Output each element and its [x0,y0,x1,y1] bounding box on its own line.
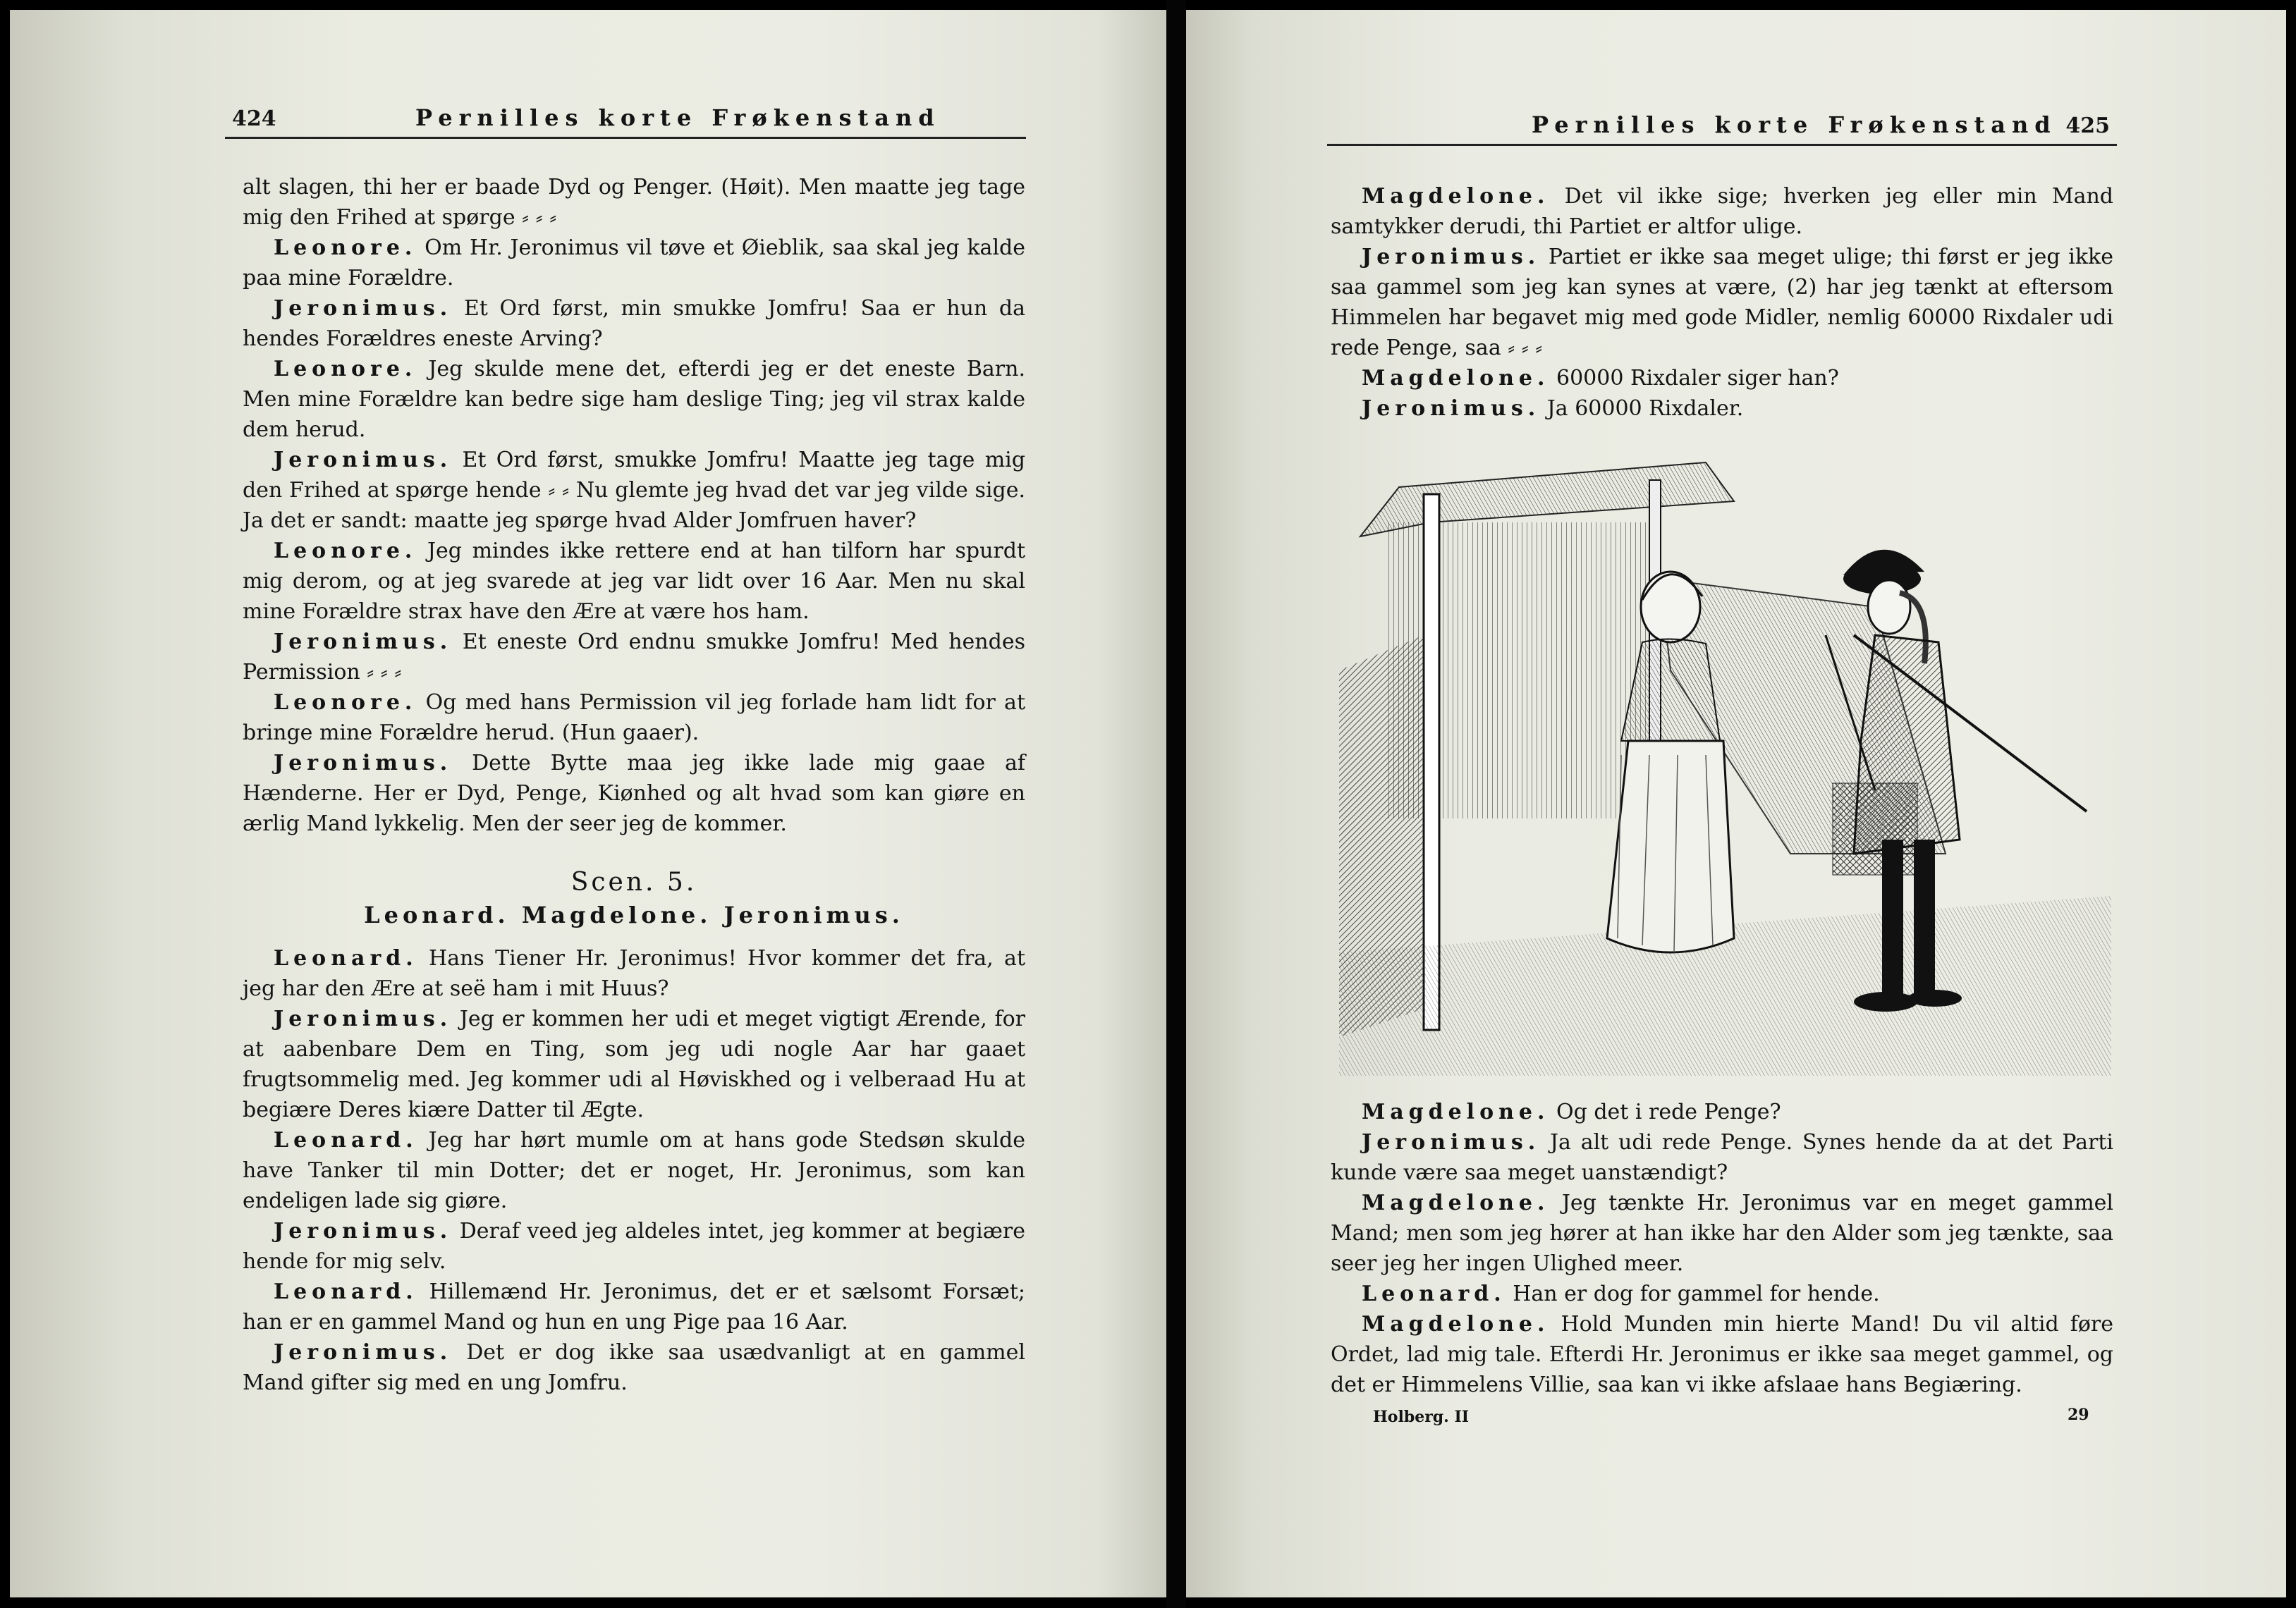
scene-cast: Leonard. Magdelone. Jeronimus. [364,902,904,928]
speaker-name: Magdelone. [1362,366,1550,391]
left-page [10,10,1166,1597]
dialogue-paragraph [1331,1127,2113,1188]
dialogue-paragraph [243,1004,1025,1125]
speaker-name: Leonore. [274,235,417,260]
speech-text: Deraf veed jeg aldeles intet, jeg kommer at begiære hende for mig selv. [243,1219,1025,1274]
speech-text: Han er dog for gammel for hende. [1513,1282,1880,1306]
speaker-name: Leonore. [274,690,417,715]
dialogue-paragraph [243,293,1025,354]
dialogue-paragraph [1331,1309,2113,1400]
dialogue-paragraph [243,687,1025,748]
speaker-name: Jeronimus. [1362,396,1541,421]
speech-text: Et Ord først, min smukke Jomfru! Saa er hun da hendes Forældres eneste Arving? [243,296,1025,351]
speech-text: Om Hr. Jeronimus vil tøve et Øieblik, saa skal jeg kalde paa mine Forældre. [243,235,1025,290]
speaker-name: Leonore. [274,357,417,381]
dialogue-paragraph [243,1216,1025,1277]
dialogue-paragraph [1331,1279,2113,1309]
speech-text: Jeg mindes ikke rettere end at han tilforn har spurdt mig derom, og at jeg svarede at jeg var lidt over 16 Aar. Men nu skal mine Forældre strax have den Ære at være hos ham. [243,539,1025,624]
engraving-illustration [1339,459,2111,1076]
woman-and-old-man-engraving-icon [1339,459,2111,1076]
speech-text: Et eneste Ord endnu smukke Jomfru! Med hendes Permission ⸗ ⸗ ⸗ [243,630,1025,685]
speech-text: Jeg er kommen her udi et meget vigtigt Ærende, for at aabenbare Dem en Ting, som jeg udi nogle Aar har gaaet frugtsommelig med. Jeg kommer udi al Høviskhed og i velberaad Hu at begiære Deres kiære Datter til Ægte. [243,1007,1025,1122]
dialogue-paragraph [1331,181,2113,242]
speaker-name: Leonore. [274,539,417,563]
right-dialogue-before [1331,181,2113,424]
speech-text: Dette Bytte maa jeg ikke lade mig gaae af Hænderne. Her er Dyd, Penge, Kiønhed og alt hvad som kan giøre en ærlig Mand lykkelig. Men der seer jeg de kommer. [243,751,1025,836]
dialogue-paragraph [1331,1097,2113,1127]
speaker-name: Magdelone. [1362,1312,1550,1337]
speaker-name: Leonard. [274,1128,418,1153]
dialogue-paragraph [243,1337,1025,1398]
speech-text: Hillemænd Hr. Jeronimus, det er et sælsomt Forsæt; han er en gammel Mand og hun en ung Pige paa 16 Aar. [243,1279,1025,1334]
left-body [243,172,1025,1398]
speaker-name: Jeronimus. [274,1340,453,1365]
speech-text: Hold Munden min hierte Mand! Du vil altid føre Ordet, lad mig tale. Efterdi Hr. Jeronimus er ikke saa meget gammel, og det er Himmelens Villie, saa kan vi ikke afslaae hans Begiæring. [1331,1312,2113,1397]
right-page-number: 425 [2065,113,2110,138]
speech-text: Ja alt udi rede Penge. Synes hende da at det Parti kunde være saa meget uanstændigt? [1331,1130,2113,1185]
speaker-name: Jeronimus. [274,448,453,472]
dialogue-paragraph [1331,393,2113,424]
speech-text: Jeg tænkte Hr. Jeronimus var en meget gammel Mand; men som jeg hører at han ikke har den Alder som jeg tænkte, saa seer jeg her ingen Ulighed meer. [1331,1191,2113,1276]
dialogue-paragraph [243,943,1025,1004]
dialogue-paragraph [1331,363,2113,393]
speech-text: 60000 Rixdaler siger han? [1556,366,1839,391]
speaker-name: Jeronimus. [274,630,453,654]
right-running-header [1327,102,2117,146]
speaker-name: Jeronimus. [1362,1130,1541,1155]
speaker-name: Jeronimus. [274,296,453,321]
right-running-title: Pernilles korte Frøkenstand [1532,111,2057,138]
right-body-bottom [1331,1097,2113,1400]
speaker-name: Jeronimus. [1362,245,1541,269]
speaker-name: Jeronimus. [274,751,453,775]
speaker-name: Jeronimus. [274,1219,453,1244]
left-dialogue-before [243,172,1025,839]
left-dialogue-after [243,943,1025,1398]
right-page [1186,10,2286,1597]
dialogue-paragraph [243,536,1025,627]
dialogue-paragraph [243,354,1025,445]
speaker-name: Magdelone. [1362,1100,1550,1124]
dialogue-paragraph [243,748,1025,839]
speech-text: Og det i rede Penge? [1556,1100,1781,1124]
speech-text: Jeg har hørt mumle om at hans gode Stedsøn skulde have Tanker til min Dotter; det er noget, Hr. Jeronimus, som kan endeligen lade sig giøre. [243,1128,1025,1213]
dialogue-paragraph [243,1125,1025,1216]
speaker-name: Magdelone. [1362,184,1550,209]
speech-text: Et Ord først, smukke Jomfru! Maatte jeg tage mig den Frihed at spørge hende ⸗ ⸗ Nu glemte jeg hvad det var jeg vilde sige. Ja det er sandt: maatte jeg spørge hvad Alder Jomfruen haver? [243,448,1025,533]
speech-text: Partiet er ikke saa meget ulige; thi først er jeg ikke saa gammel som jeg kan synes at være, (2) har jeg tænkt at eftersom Himmelen har begavet mig med gode Midler, nemlig 60000 Rixdaler udi rede Penge, saa ⸗ ⸗ ⸗ [1331,245,2113,360]
dialogue-paragraph [243,172,1025,233]
scene-heading: Scen. 5. [570,868,697,897]
speech-text: Hans Tiener Hr. Jeronimus! Hvor kommer det fra, at jeg har den Ære at seë ham i mit Huus? [243,946,1025,1001]
speech-text: Jeg skulde mene det, efterdi jeg er det eneste Barn. Men mine Forældre kan bedre sige ham deslige Ting; jeg vil strax kalde dem herud. [243,357,1025,442]
speech-text: alt slagen, thi her er baade Dyd og Penger. (Høit). Men maatte jeg tage mig den Frihed at spørge ⸗ ⸗ ⸗ [243,175,1025,230]
speech-text: Og med hans Permission vil jeg forlade ham lidt for at bringe mine Forældre herud. (Hun gaaer). [243,690,1025,745]
left-page-number: 424 [232,106,276,131]
left-running-header [225,94,1026,139]
dialogue-paragraph [243,233,1025,293]
dialogue-paragraph [1331,1188,2113,1279]
speech-text: Det vil ikke sige; hverken jeg eller min Mand samtykker derudi, thi Partiet er altfor ulige. [1331,184,2113,239]
dialogue-paragraph [1331,242,2113,363]
speaker-name: Leonard. [274,946,418,971]
dialogue-paragraph [243,445,1025,536]
speaker-name: Leonard. [274,1279,418,1304]
speaker-name: Jeronimus. [274,1007,453,1031]
dialogue-paragraph [243,1277,1025,1337]
footer-sheet-number: 29 [2068,1406,2089,1424]
right-body-top [1331,181,2113,424]
speech-text: Det er dog ikke saa usædvanligt at en gammel Mand gifter sig med en ung Jomfru. [243,1340,1025,1395]
dialogue-paragraph [243,627,1025,687]
left-running-title: Pernilles korte Frøkenstand [415,104,941,131]
book-gutter [1166,0,1186,1608]
footer-signature: Holberg. II [1373,1408,1470,1426]
speaker-name: Magdelone. [1362,1191,1550,1215]
speech-text: Ja 60000 Rixdaler. [1546,396,1744,421]
right-dialogue-after [1331,1097,2113,1400]
speaker-name: Leonard. [1362,1282,1506,1306]
